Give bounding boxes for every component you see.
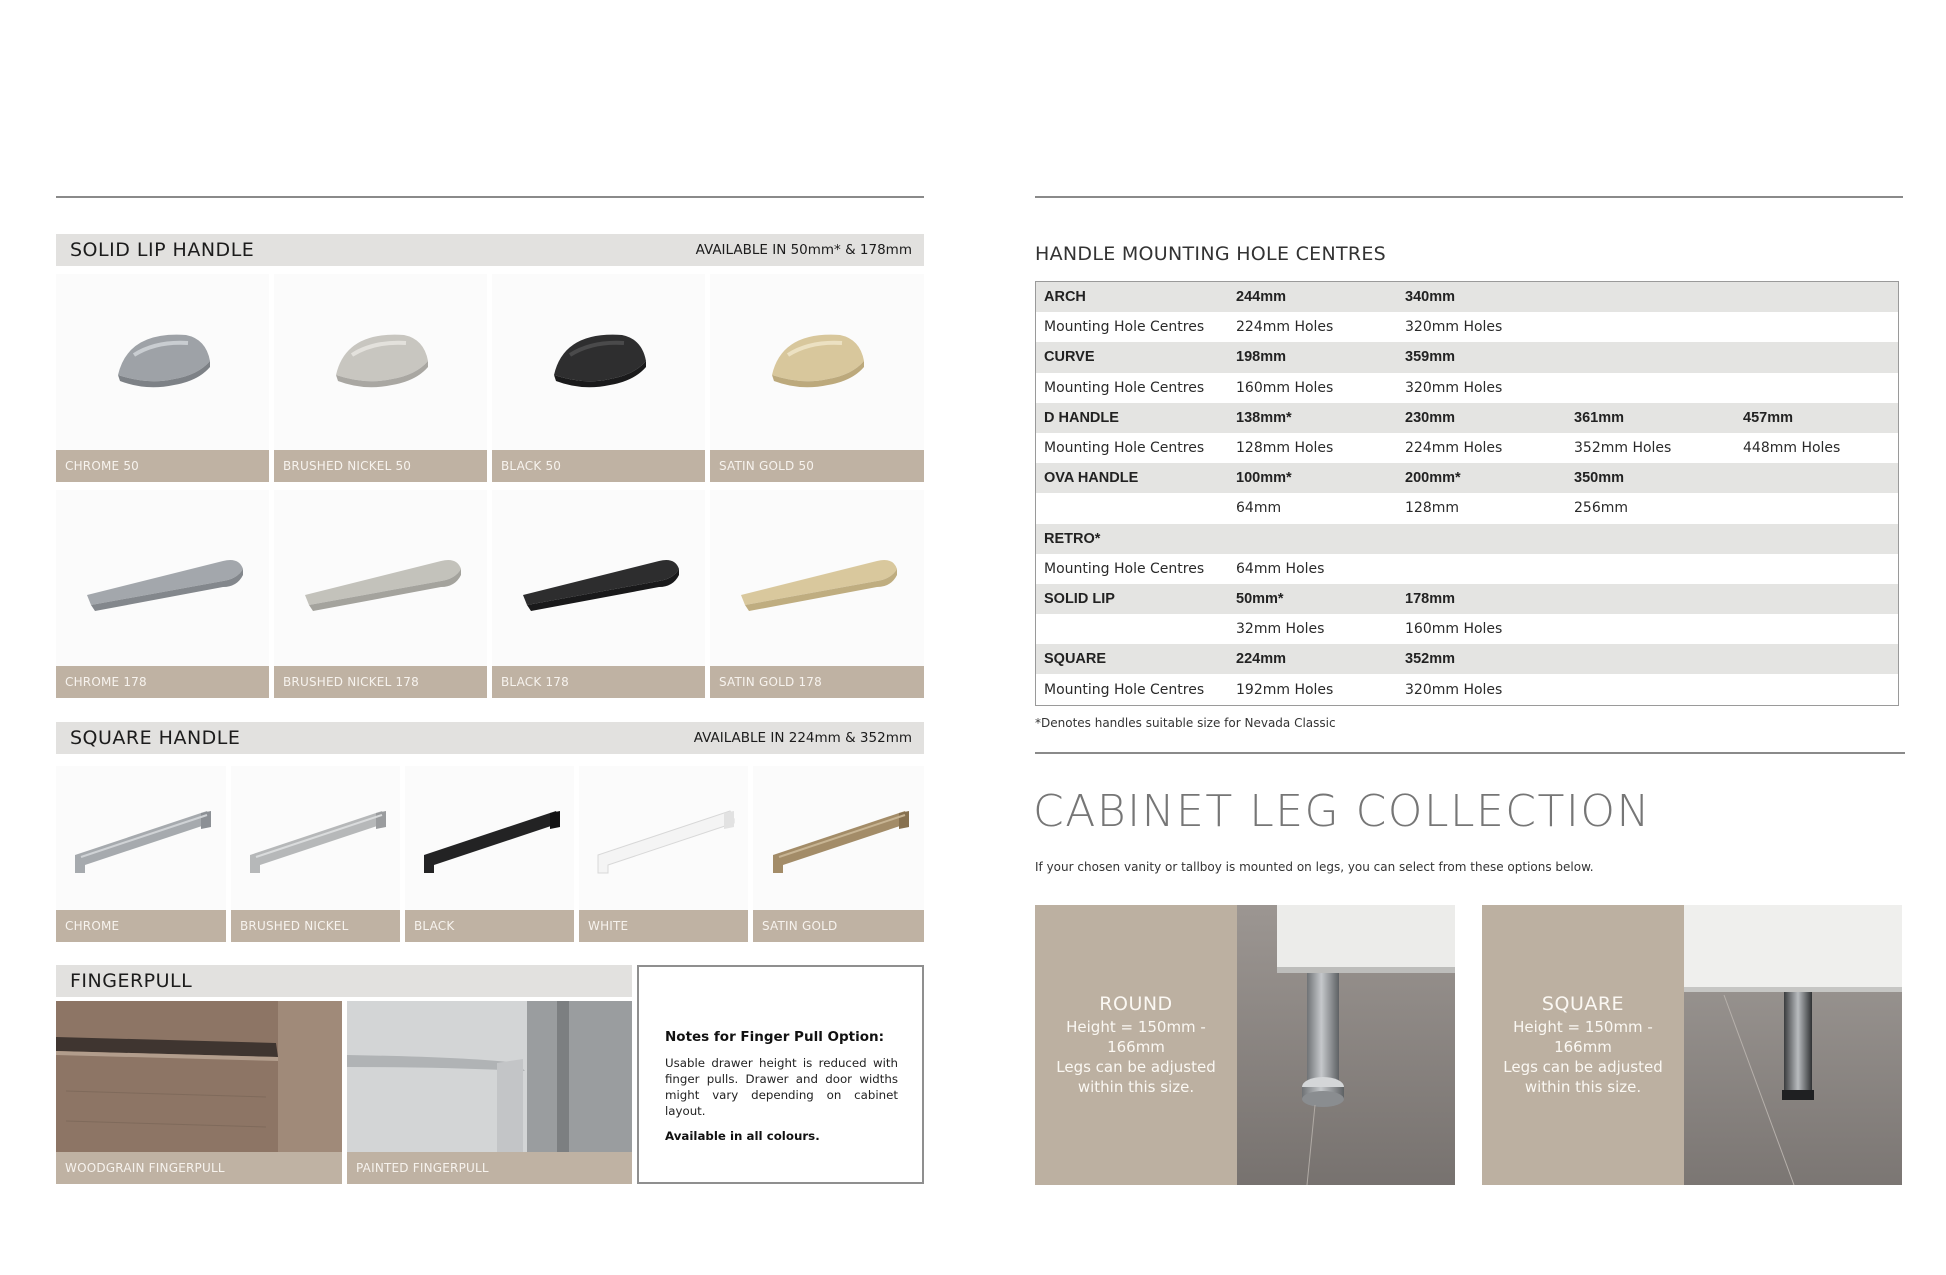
table-row-handle bbox=[1036, 342, 1898, 372]
table-row-holes bbox=[1036, 433, 1898, 463]
table-cell: 457mm bbox=[1743, 409, 1793, 426]
table-cell: D HANDLE bbox=[1044, 409, 1119, 426]
fingerpull-header bbox=[56, 965, 632, 997]
square-handle-icon bbox=[584, 793, 744, 883]
product-label: BLACK bbox=[405, 910, 574, 942]
square-handle-header bbox=[56, 722, 924, 754]
table-cell: 320mm Holes bbox=[1405, 319, 1503, 336]
solid-lip-handle-icon bbox=[316, 317, 446, 407]
table-cell: Mounting Hole Centres bbox=[1044, 379, 1205, 396]
table-row-holes bbox=[1036, 614, 1898, 644]
table-cell: 50mm* bbox=[1236, 590, 1284, 607]
product-label: WHITE bbox=[579, 910, 748, 942]
legs-title: CABINET LEG COLLECTION bbox=[1033, 786, 1651, 837]
table-row-holes bbox=[1036, 373, 1898, 403]
product-tile[interactable] bbox=[347, 1001, 632, 1184]
square-handle-icon bbox=[61, 793, 221, 883]
table-cell: 352mm bbox=[1405, 651, 1455, 668]
product-photo bbox=[753, 766, 924, 910]
solid-lip-handle-long-icon bbox=[73, 533, 253, 623]
table-cell: 128mm Holes bbox=[1236, 440, 1334, 457]
table-cell: 224mm bbox=[1236, 651, 1286, 668]
product-photo bbox=[274, 274, 487, 450]
legs-intro: If your chosen vanity or tallboy is mounted on legs, you can select from these options below. bbox=[1035, 860, 1594, 874]
table-row-handle bbox=[1036, 282, 1898, 312]
table-row-holes bbox=[1036, 493, 1898, 523]
product-label: WOODGRAIN FINGERPULL bbox=[56, 1152, 342, 1184]
product-photo bbox=[710, 490, 924, 666]
table-cell: 192mm Holes bbox=[1236, 681, 1334, 698]
table-cell: 64mm Holes bbox=[1236, 560, 1325, 577]
product-photo bbox=[492, 490, 705, 666]
product-photo bbox=[56, 490, 269, 666]
table-cell: Mounting Hole Centres bbox=[1044, 681, 1205, 698]
table-row-holes bbox=[1036, 554, 1898, 584]
table-row-handle bbox=[1036, 463, 1898, 493]
solid-lip-handle-icon bbox=[534, 317, 664, 407]
table-cell: 160mm Holes bbox=[1236, 379, 1334, 396]
table-cell: 200mm* bbox=[1405, 470, 1461, 487]
table-row-handle bbox=[1036, 524, 1898, 554]
product-photo bbox=[56, 766, 226, 910]
table-footnote: *Denotes handles suitable size for Nevada Classic bbox=[1035, 716, 1336, 730]
product-label: BRUSHED NICKEL 50 bbox=[274, 450, 487, 482]
solid-lip-handle-long-icon bbox=[291, 533, 471, 623]
leg-card-title: SQUARE bbox=[1541, 993, 1625, 1015]
table-cell: Mounting Hole Centres bbox=[1044, 440, 1205, 457]
table-cell: 230mm bbox=[1405, 409, 1455, 426]
product-label: SATIN GOLD 50 bbox=[710, 450, 924, 482]
square-handle-icon bbox=[759, 793, 919, 883]
product-tile[interactable] bbox=[710, 274, 924, 482]
round-leg-icon bbox=[1237, 905, 1455, 1185]
table-cell: CURVE bbox=[1044, 349, 1095, 366]
table-cell: 352mm Holes bbox=[1574, 440, 1672, 457]
product-tile[interactable] bbox=[753, 766, 924, 942]
product-tile[interactable] bbox=[56, 274, 269, 482]
table-row-handle bbox=[1036, 403, 1898, 433]
table-cell: 256mm bbox=[1574, 500, 1628, 517]
section-title: SQUARE HANDLE bbox=[70, 727, 241, 749]
mid-rule-right bbox=[1035, 752, 1905, 754]
table-row-handle bbox=[1036, 584, 1898, 614]
table-cell: 340mm bbox=[1405, 289, 1455, 306]
product-label: BRUSHED NICKEL 178 bbox=[274, 666, 487, 698]
top-rule-right bbox=[1035, 196, 1903, 198]
square-leg-photo bbox=[1684, 905, 1902, 1185]
section-title: SOLID LIP HANDLE bbox=[70, 239, 255, 261]
table-cell: 138mm* bbox=[1236, 409, 1292, 426]
leg-card-round[interactable] bbox=[1035, 905, 1455, 1185]
notes-body: Usable drawer height is reduced with finger pulls. Drawer and door widths might vary depending on cabinet layout. bbox=[665, 1056, 898, 1118]
product-tile[interactable] bbox=[405, 766, 574, 942]
product-tile[interactable] bbox=[56, 766, 226, 942]
product-label: CHROME 178 bbox=[56, 666, 269, 698]
table-cell: 198mm bbox=[1236, 349, 1286, 366]
table-row-holes bbox=[1036, 674, 1898, 704]
product-label: PAINTED FINGERPULL bbox=[347, 1152, 632, 1184]
solid-lip-handle-icon bbox=[98, 317, 228, 407]
product-photo bbox=[579, 766, 748, 910]
leg-card-height: Height = 150mm - 166mm bbox=[1513, 1018, 1653, 1056]
product-label: BLACK 178 bbox=[492, 666, 705, 698]
product-tile[interactable] bbox=[231, 766, 400, 942]
leg-card-height: Height = 150mm - 166mm bbox=[1066, 1018, 1206, 1056]
product-photo bbox=[710, 274, 924, 450]
leg-card-text bbox=[1482, 905, 1684, 1185]
table-cell: 448mm Holes bbox=[1743, 440, 1841, 457]
table-cell: 64mm bbox=[1236, 500, 1282, 517]
table-cell: 320mm Holes bbox=[1405, 681, 1503, 698]
woodgrain-photo bbox=[56, 1001, 342, 1152]
table-cell: Mounting Hole Centres bbox=[1044, 319, 1205, 336]
product-photo bbox=[274, 490, 487, 666]
product-tile[interactable] bbox=[56, 1001, 342, 1184]
product-tile[interactable] bbox=[56, 490, 269, 698]
product-tile[interactable] bbox=[492, 490, 705, 698]
table-cell: 160mm Holes bbox=[1405, 621, 1503, 638]
table-cell: 224mm Holes bbox=[1405, 440, 1503, 457]
availability-note: AVAILABLE IN 50mm* & 178mm bbox=[695, 242, 912, 258]
product-photo bbox=[56, 274, 269, 450]
table-cell: 100mm* bbox=[1236, 470, 1292, 487]
product-photo bbox=[405, 766, 574, 910]
leg-card-note: Legs can be adjusted bbox=[1056, 1058, 1216, 1076]
product-label: BLACK 50 bbox=[492, 450, 705, 482]
product-photo bbox=[492, 274, 705, 450]
table-cell: OVA HANDLE bbox=[1044, 470, 1139, 487]
table-cell: 244mm bbox=[1236, 289, 1286, 306]
product-tile[interactable] bbox=[274, 274, 487, 482]
square-handle-icon bbox=[410, 793, 570, 883]
table-cell: 32mm Holes bbox=[1236, 621, 1325, 638]
product-photo bbox=[231, 766, 400, 910]
leg-card-square[interactable] bbox=[1482, 905, 1902, 1185]
solid-lip-header bbox=[56, 234, 924, 266]
fingerpull-notes-box bbox=[637, 965, 924, 1184]
painted-drawer-icon bbox=[347, 1001, 632, 1152]
solid-lip-handle-long-icon bbox=[727, 533, 907, 623]
solid-lip-handle-long-icon bbox=[509, 533, 689, 623]
notes-availability: Available in all colours. bbox=[665, 1129, 820, 1143]
table-cell: 320mm Holes bbox=[1405, 379, 1503, 396]
section-title: FINGERPULL bbox=[70, 970, 193, 992]
woodgrain-drawer-icon bbox=[56, 1001, 342, 1152]
solid-lip-handle-icon bbox=[752, 317, 882, 407]
round-leg-photo bbox=[1237, 905, 1455, 1185]
table-cell: 224mm Holes bbox=[1236, 319, 1334, 336]
leg-card-note: Legs can be adjusted bbox=[1503, 1058, 1663, 1076]
product-tile[interactable] bbox=[710, 490, 924, 698]
leg-card-text bbox=[1035, 905, 1237, 1185]
leg-card-title: ROUND bbox=[1099, 993, 1173, 1015]
product-tile[interactable] bbox=[579, 766, 748, 942]
table-row-holes bbox=[1036, 312, 1898, 342]
notes-title: Notes for Finger Pull Option: bbox=[665, 1029, 885, 1045]
painted-photo bbox=[347, 1001, 632, 1152]
table-cell: 178mm bbox=[1405, 590, 1455, 607]
product-tile[interactable] bbox=[492, 274, 705, 482]
product-label: CHROME 50 bbox=[56, 450, 269, 482]
square-handle-icon bbox=[236, 793, 396, 883]
leg-card-note: within this size. bbox=[1077, 1078, 1195, 1096]
table-cell: RETRO* bbox=[1044, 530, 1101, 547]
square-leg-icon bbox=[1684, 905, 1902, 1185]
top-rule-left bbox=[56, 196, 924, 198]
table-cell: SQUARE bbox=[1044, 651, 1107, 668]
availability-note: AVAILABLE IN 224mm & 352mm bbox=[693, 730, 912, 746]
product-tile[interactable] bbox=[274, 490, 487, 698]
leg-card-note: within this size. bbox=[1524, 1078, 1642, 1096]
product-label: BRUSHED NICKEL bbox=[231, 910, 400, 942]
table-cell: 350mm bbox=[1574, 470, 1624, 487]
table-cell: 128mm bbox=[1405, 500, 1459, 517]
table-row-handle bbox=[1036, 644, 1898, 674]
mounting-title: HANDLE MOUNTING HOLE CENTRES bbox=[1035, 243, 1387, 265]
mounting-table bbox=[1035, 281, 1899, 706]
product-label: SATIN GOLD bbox=[753, 910, 924, 942]
table-cell: Mounting Hole Centres bbox=[1044, 560, 1205, 577]
table-cell: SOLID LIP bbox=[1044, 590, 1115, 607]
product-label: CHROME bbox=[56, 910, 226, 942]
table-cell: 359mm bbox=[1405, 349, 1455, 366]
table-cell: ARCH bbox=[1044, 289, 1086, 306]
product-label: SATIN GOLD 178 bbox=[710, 666, 924, 698]
table-cell: 361mm bbox=[1574, 409, 1624, 426]
